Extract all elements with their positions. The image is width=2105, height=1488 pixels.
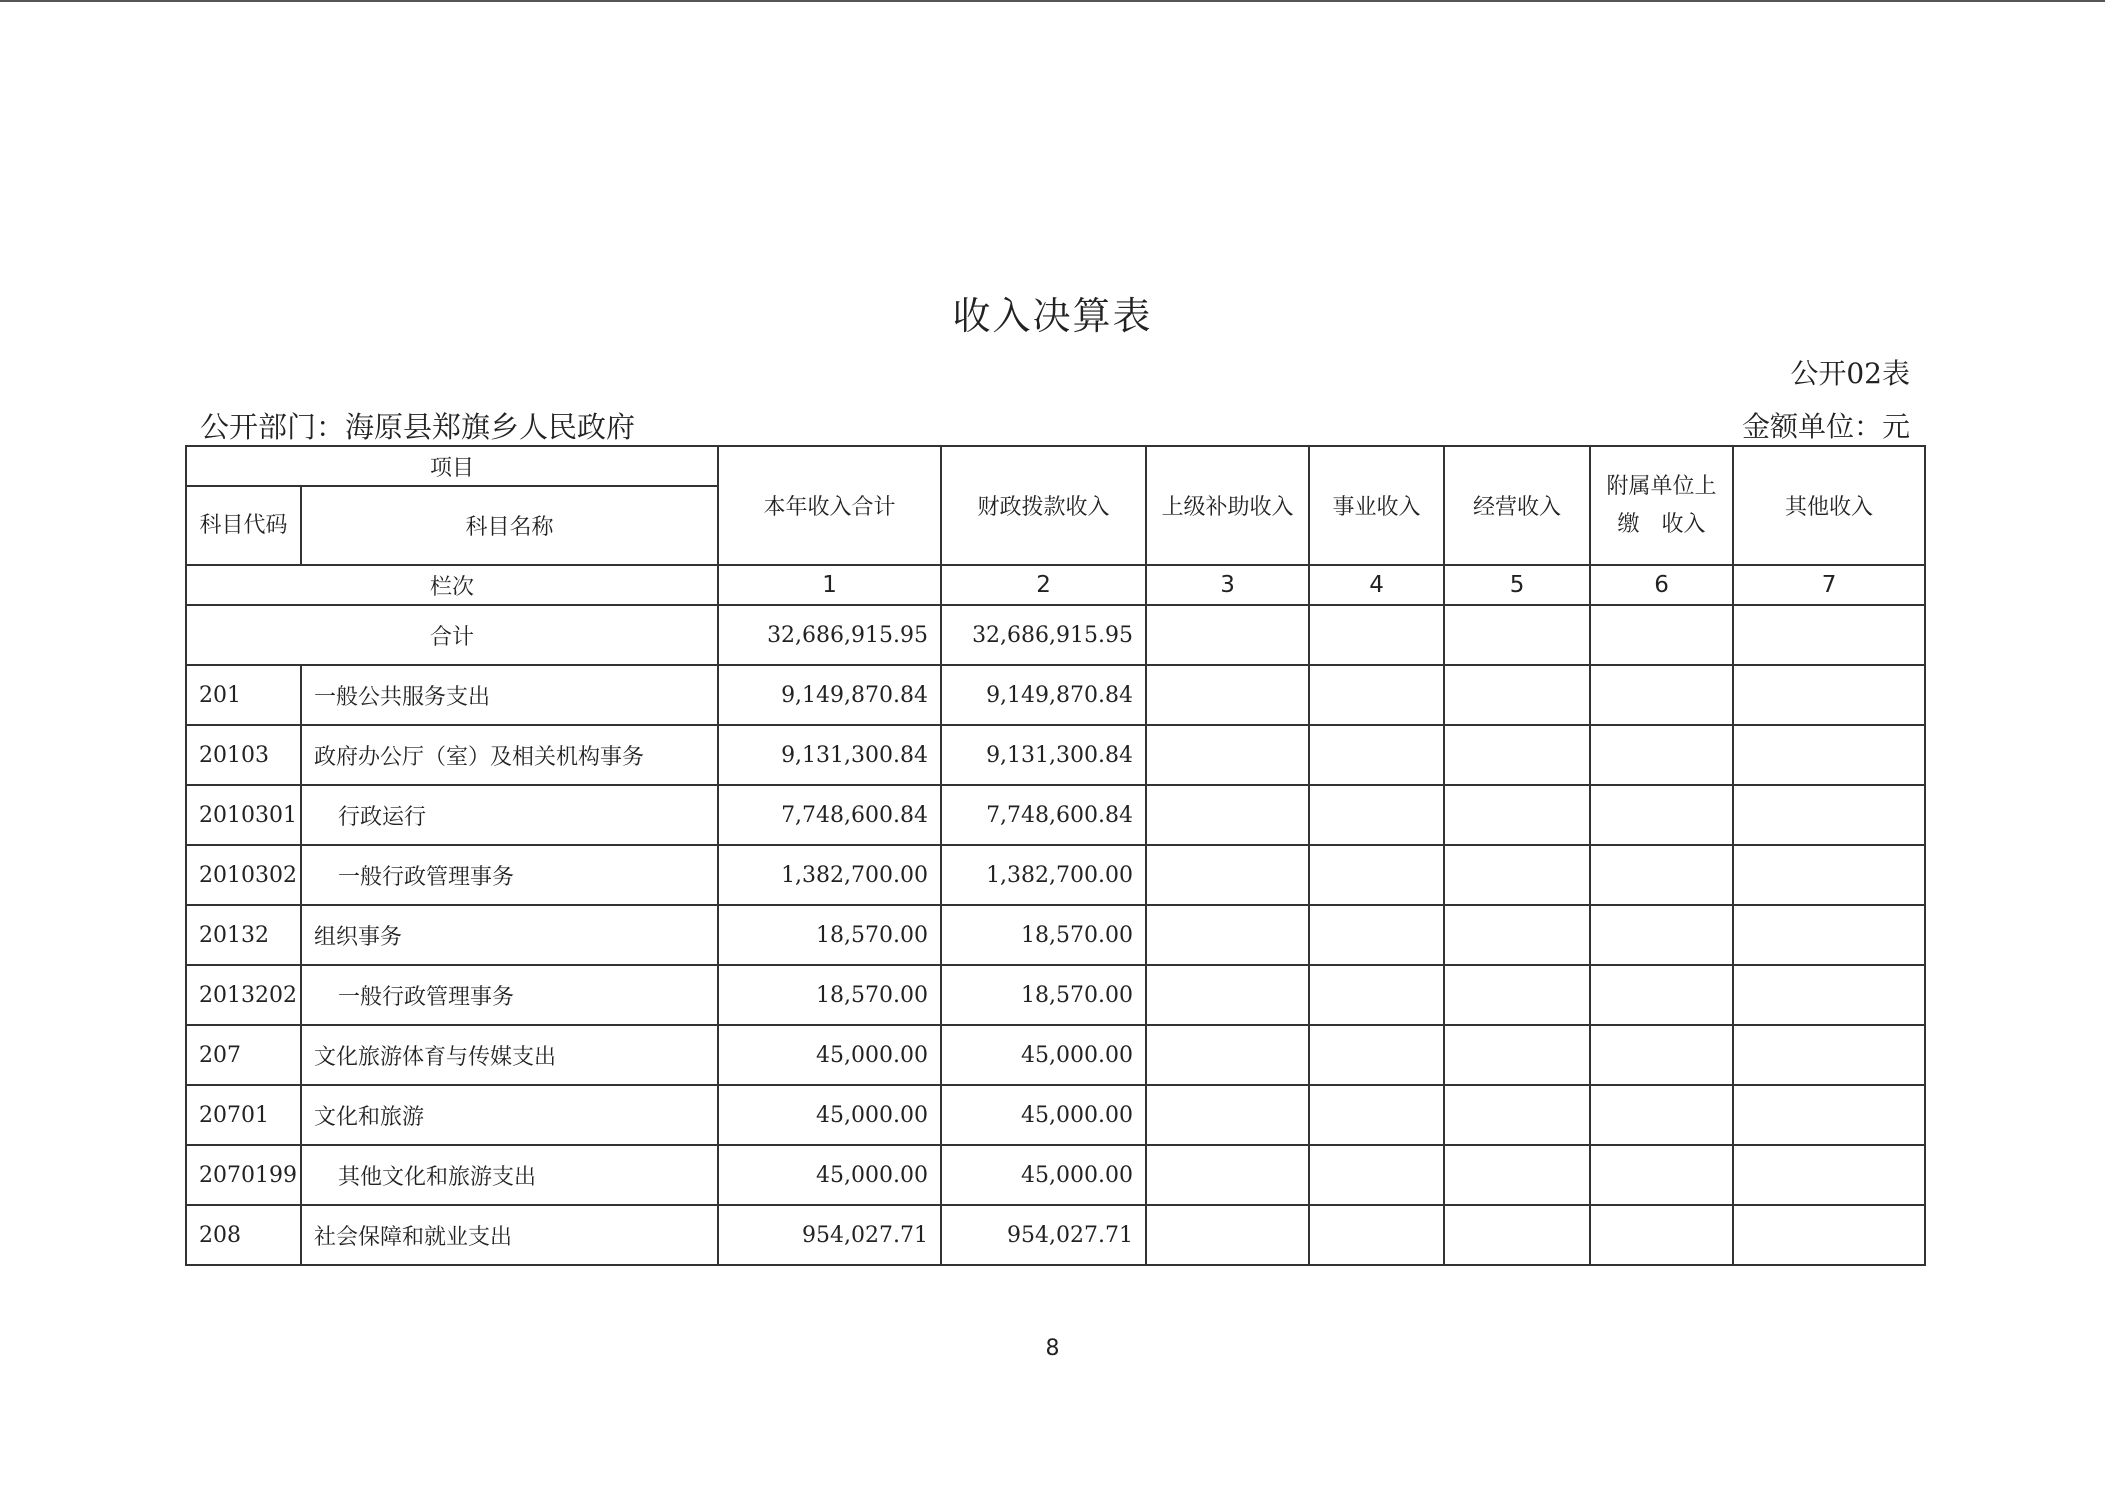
total-amount: 32,686,915.95 bbox=[718, 605, 941, 665]
empty-cell bbox=[1733, 1025, 1925, 1085]
header-fiscal: 财政拨款收入 bbox=[941, 446, 1146, 565]
row-fiscal: 954,027.71 bbox=[941, 1205, 1146, 1265]
row-code: 208 bbox=[186, 1205, 301, 1265]
row-code: 2010301 bbox=[186, 785, 301, 845]
empty-cell bbox=[1309, 905, 1444, 965]
column-index: 4 bbox=[1309, 565, 1444, 605]
header-code: 科目代码 bbox=[186, 486, 301, 565]
header-total: 本年收入合计 bbox=[718, 446, 941, 565]
department-label: 公开部门：海原县郑旗乡人民政府 bbox=[200, 410, 636, 444]
row-code: 20132 bbox=[186, 905, 301, 965]
table-row bbox=[186, 1205, 1925, 1265]
empty-cell bbox=[1444, 1145, 1590, 1205]
header-name: 科目名称 bbox=[301, 486, 718, 565]
row-name: 政府办公厅（室）及相关机构事务 bbox=[301, 725, 718, 785]
column-index: 2 bbox=[941, 565, 1146, 605]
table-row bbox=[186, 1025, 1925, 1085]
row-name: 社会保障和就业支出 bbox=[301, 1205, 718, 1265]
top-border-line bbox=[0, 0, 2105, 2]
empty-cell bbox=[1444, 845, 1590, 905]
empty-cell bbox=[1590, 1205, 1733, 1265]
empty-cell bbox=[1590, 725, 1733, 785]
row-fiscal: 18,570.00 bbox=[941, 965, 1146, 1025]
row-code: 2013202 bbox=[186, 965, 301, 1025]
column-index: 1 bbox=[718, 565, 941, 605]
empty-cell bbox=[1309, 1145, 1444, 1205]
empty-cell bbox=[1590, 665, 1733, 725]
row-name: 一般公共服务支出 bbox=[301, 665, 718, 725]
empty-cell bbox=[1733, 665, 1925, 725]
empty-cell bbox=[1309, 1205, 1444, 1265]
row-total: 7,748,600.84 bbox=[718, 785, 941, 845]
row-total: 954,027.71 bbox=[718, 1205, 941, 1265]
table-row bbox=[186, 965, 1925, 1025]
row-total: 9,131,300.84 bbox=[718, 725, 941, 785]
empty-cell bbox=[1733, 1085, 1925, 1145]
row-code: 2070199 bbox=[186, 1145, 301, 1205]
empty-cell bbox=[1146, 605, 1309, 665]
table-row bbox=[186, 665, 1925, 725]
empty-cell bbox=[1590, 605, 1733, 665]
table-row bbox=[186, 785, 1925, 845]
row-code: 20103 bbox=[186, 725, 301, 785]
empty-cell bbox=[1733, 1145, 1925, 1205]
row-total: 45,000.00 bbox=[718, 1145, 941, 1205]
header-item: 项目 bbox=[186, 446, 718, 486]
empty-cell bbox=[1590, 785, 1733, 845]
empty-cell bbox=[1444, 1205, 1590, 1265]
empty-cell bbox=[1444, 905, 1590, 965]
row-fiscal: 45,000.00 bbox=[941, 1145, 1146, 1205]
empty-cell bbox=[1444, 965, 1590, 1025]
row-code: 20701 bbox=[186, 1085, 301, 1145]
empty-cell bbox=[1146, 1145, 1309, 1205]
empty-cell bbox=[1444, 1025, 1590, 1085]
row-name: 组织事务 bbox=[301, 905, 718, 965]
empty-cell bbox=[1146, 905, 1309, 965]
income-final-accounts-table bbox=[185, 445, 1926, 1266]
row-total: 45,000.00 bbox=[718, 1085, 941, 1145]
empty-cell bbox=[1146, 1025, 1309, 1085]
empty-cell bbox=[1733, 905, 1925, 965]
row-name: 文化旅游体育与传媒支出 bbox=[301, 1025, 718, 1085]
table-row bbox=[186, 1145, 1925, 1205]
empty-cell bbox=[1733, 605, 1925, 665]
empty-cell bbox=[1590, 1145, 1733, 1205]
row-name: 文化和旅游 bbox=[301, 1085, 718, 1145]
header-other: 其他收入 bbox=[1733, 446, 1925, 565]
row-fiscal: 45,000.00 bbox=[941, 1025, 1146, 1085]
empty-cell bbox=[1309, 785, 1444, 845]
empty-cell bbox=[1733, 845, 1925, 905]
column-index: 7 bbox=[1733, 565, 1925, 605]
total-row bbox=[186, 605, 1925, 665]
page-number: 8 bbox=[1045, 1336, 1060, 1361]
row-code: 201 bbox=[186, 665, 301, 725]
empty-cell bbox=[1146, 725, 1309, 785]
empty-cell bbox=[1444, 605, 1590, 665]
row-total: 1,382,700.00 bbox=[718, 845, 941, 905]
row-fiscal: 18,570.00 bbox=[941, 905, 1146, 965]
row-fiscal: 9,149,870.84 bbox=[941, 665, 1146, 725]
row-code: 207 bbox=[186, 1025, 301, 1085]
empty-cell bbox=[1146, 785, 1309, 845]
empty-cell bbox=[1733, 1205, 1925, 1265]
empty-cell bbox=[1590, 965, 1733, 1025]
empty-cell bbox=[1146, 1205, 1309, 1265]
row-fiscal: 1,382,700.00 bbox=[941, 845, 1146, 905]
empty-cell bbox=[1309, 1025, 1444, 1085]
row-fiscal: 9,131,300.84 bbox=[941, 725, 1146, 785]
row-fiscal: 45,000.00 bbox=[941, 1085, 1146, 1145]
total-label: 合计 bbox=[186, 605, 718, 665]
header-superior: 上级补助收入 bbox=[1146, 446, 1309, 565]
empty-cell bbox=[1309, 965, 1444, 1025]
total-fiscal-amount: 32,686,915.95 bbox=[941, 605, 1146, 665]
empty-cell bbox=[1733, 785, 1925, 845]
page-title: 收入决算表 bbox=[952, 294, 1153, 338]
table-row bbox=[186, 1085, 1925, 1145]
empty-cell bbox=[1309, 725, 1444, 785]
empty-cell bbox=[1444, 665, 1590, 725]
header-affiliate: 附属单位上缴 收入 bbox=[1590, 446, 1733, 565]
header-operating: 经营收入 bbox=[1444, 446, 1590, 565]
row-code: 2010302 bbox=[186, 845, 301, 905]
row-fiscal: 7,748,600.84 bbox=[941, 785, 1146, 845]
column-index-row bbox=[186, 565, 1925, 605]
row-total: 45,000.00 bbox=[718, 1025, 941, 1085]
empty-cell bbox=[1444, 725, 1590, 785]
amount-unit-label: 金额单位：元 bbox=[1741, 410, 1910, 443]
row-total: 18,570.00 bbox=[718, 965, 941, 1025]
column-index: 5 bbox=[1444, 565, 1590, 605]
empty-cell bbox=[1590, 905, 1733, 965]
empty-cell bbox=[1309, 665, 1444, 725]
empty-cell bbox=[1444, 1085, 1590, 1145]
header-business: 事业收入 bbox=[1309, 446, 1444, 565]
column-index: 3 bbox=[1146, 565, 1309, 605]
empty-cell bbox=[1733, 965, 1925, 1025]
empty-cell bbox=[1309, 845, 1444, 905]
row-name: 一般行政管理事务 bbox=[301, 845, 718, 905]
row-name: 其他文化和旅游支出 bbox=[301, 1145, 718, 1205]
empty-cell bbox=[1590, 1085, 1733, 1145]
header-row-1 bbox=[186, 446, 1925, 486]
table-row bbox=[186, 845, 1925, 905]
empty-cell bbox=[1146, 665, 1309, 725]
empty-cell bbox=[1590, 1025, 1733, 1085]
table-row bbox=[186, 725, 1925, 785]
column-index-label: 栏次 bbox=[186, 565, 718, 605]
empty-cell bbox=[1733, 725, 1925, 785]
empty-cell bbox=[1146, 845, 1309, 905]
empty-cell bbox=[1146, 1085, 1309, 1145]
column-index: 6 bbox=[1590, 565, 1733, 605]
row-total: 18,570.00 bbox=[718, 905, 941, 965]
table-row bbox=[186, 905, 1925, 965]
row-name: 行政运行 bbox=[301, 785, 718, 845]
empty-cell bbox=[1309, 605, 1444, 665]
empty-cell bbox=[1146, 965, 1309, 1025]
row-name: 一般行政管理事务 bbox=[301, 965, 718, 1025]
form-number: 公开02表 bbox=[1790, 357, 1910, 390]
empty-cell bbox=[1444, 785, 1590, 845]
empty-cell bbox=[1309, 1085, 1444, 1145]
row-total: 9,149,870.84 bbox=[718, 665, 941, 725]
empty-cell bbox=[1590, 845, 1733, 905]
